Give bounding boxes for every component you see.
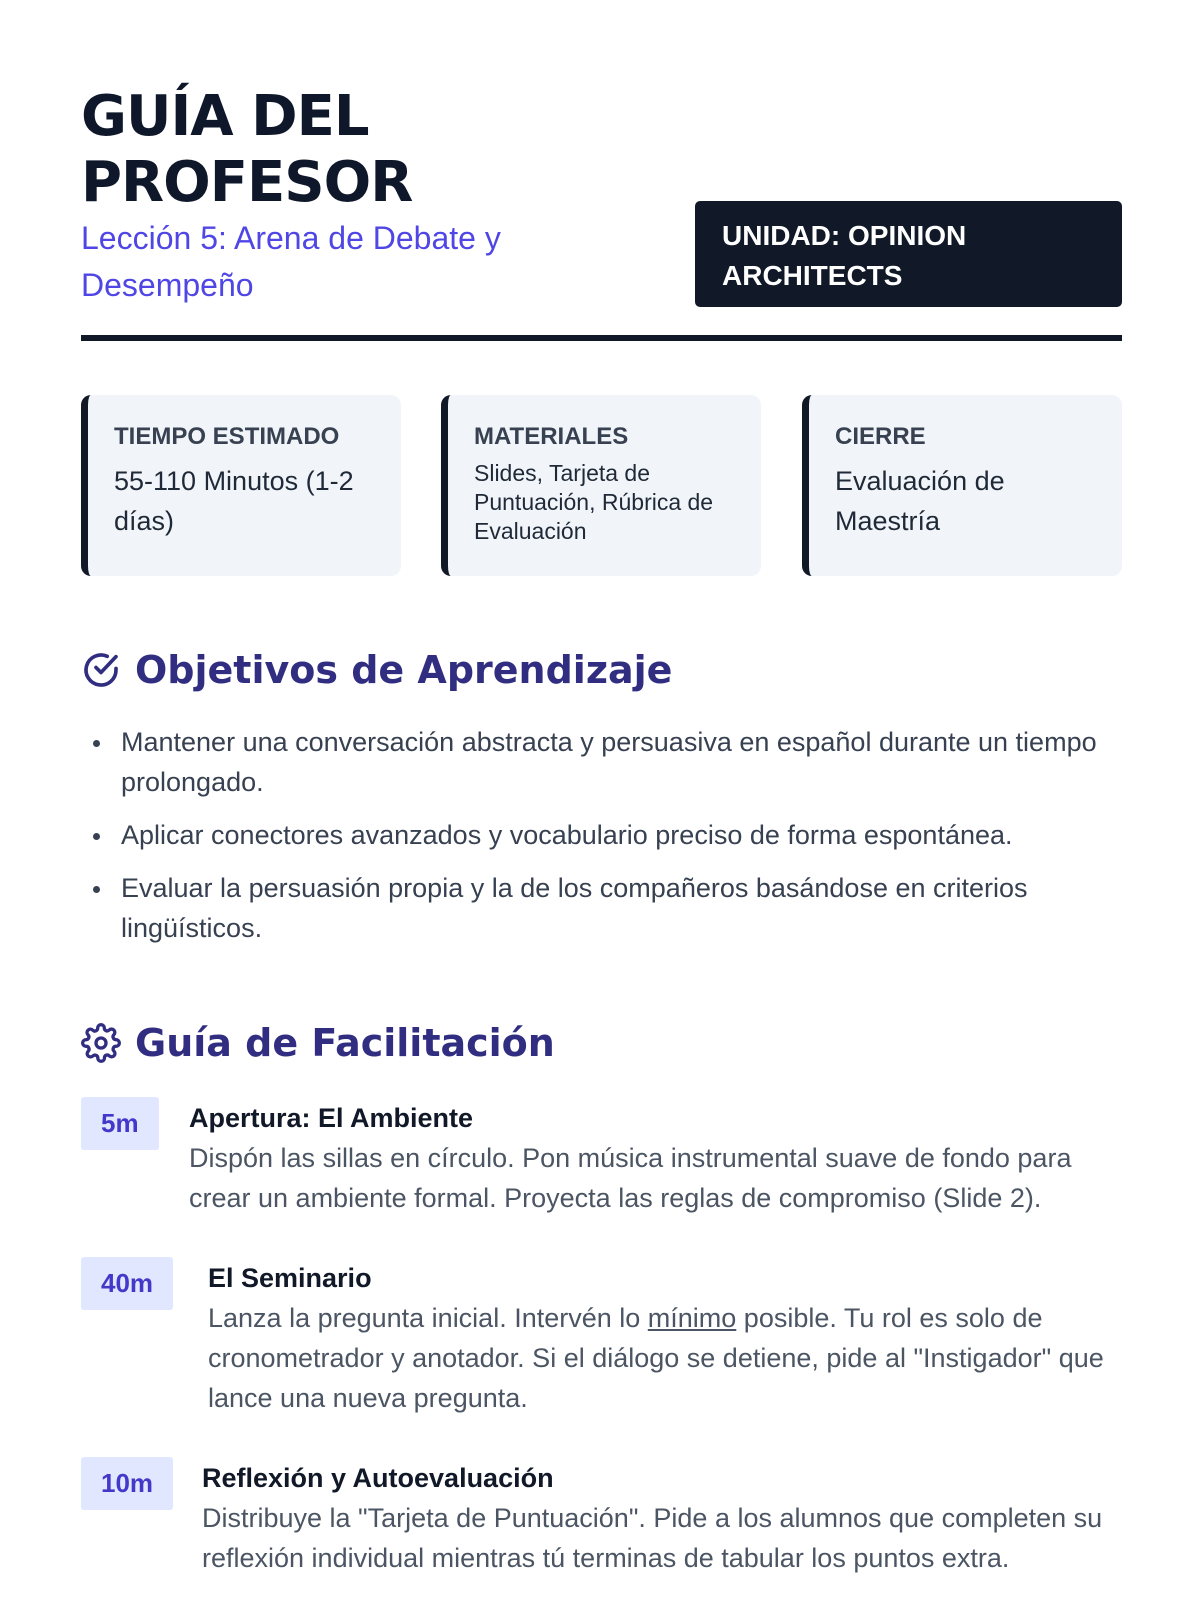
step-text: Distribuye la "Tarjeta de Puntuación". Pide a los alumnos que completen su reflexión individual mientras tú terminas de tabular los puntos extra. bbox=[202, 1503, 1103, 1573]
step-title: Reflexión y Autoevaluación bbox=[202, 1463, 554, 1493]
info-cards bbox=[81, 395, 1122, 576]
lesson-subtitle: Lección 5: Arena de Debate y Desempeño bbox=[81, 220, 501, 303]
header bbox=[81, 0, 1122, 344]
card-value: Evaluación de Maestría bbox=[835, 466, 1005, 536]
step-text-start: Lanza la pregunta inicial. Intervén lo bbox=[208, 1303, 648, 1333]
info-card-time bbox=[81, 395, 401, 576]
header-divider bbox=[81, 335, 1122, 341]
card-value: Slides, Tarjeta de Puntuación, Rúbrica de Evaluación bbox=[474, 460, 714, 544]
unit-badge: UNIDAD: OPINION ARCHITECTS bbox=[695, 201, 1122, 307]
step-text bbox=[208, 1298, 1122, 1418]
time-badge: 40m bbox=[81, 1257, 173, 1310]
list-item: Evaluar la persuasión propia y la de los compañeros basándose en criterios lingüísticos. bbox=[81, 868, 1122, 948]
card-label: TIEMPO ESTIMADO bbox=[114, 423, 340, 450]
check-circle-icon bbox=[81, 650, 121, 690]
step-title: Apertura: El Ambiente bbox=[189, 1103, 474, 1133]
time-badge: 10m bbox=[81, 1457, 173, 1510]
section-title: Objetivos de Aprendizaje bbox=[135, 648, 673, 692]
section-title: Guía de Facilitación bbox=[135, 1021, 555, 1065]
step-body bbox=[189, 1102, 1122, 1218]
card-label: CIERRE bbox=[835, 423, 926, 450]
time-badge: 5m bbox=[81, 1097, 159, 1150]
step-text-end: posible. Tu rol es solo de cronometrador y anotador. Si el diálogo se detiene, pide al "Instigador" que lance una nueva pregunta. bbox=[208, 1303, 1104, 1413]
card-value: 55-110 Minutos (1-2 días) bbox=[114, 466, 354, 536]
objectives-heading bbox=[81, 648, 672, 692]
page-title: GUÍA DEL PROFESOR bbox=[81, 84, 413, 215]
step-text: Dispón las sillas en círculo. Pon música instrumental suave de fondo para crear un ambiente formal. Proyecta las reglas de compromiso (Slide 2). bbox=[189, 1143, 1072, 1213]
list-item: Mantener una conversación abstracta y persuasiva en español durante un tiempo prolongado. bbox=[81, 722, 1122, 802]
list-item: Aplicar conectores avanzados y vocabulario preciso de forma espontánea. bbox=[81, 815, 1122, 855]
objectives-list bbox=[81, 722, 1122, 961]
step-title: El Seminario bbox=[208, 1263, 372, 1293]
teacher-guide-page bbox=[81, 0, 1122, 1573]
info-card-materials bbox=[441, 395, 761, 576]
info-card-closure bbox=[802, 395, 1122, 576]
step-body bbox=[202, 1462, 1122, 1578]
facilitation-heading bbox=[81, 1021, 555, 1065]
step-body bbox=[208, 1262, 1122, 1418]
emphasis-text: mínimo bbox=[647, 1303, 737, 1333]
gear-icon bbox=[81, 1023, 121, 1063]
card-label: MATERIALES bbox=[474, 423, 629, 450]
